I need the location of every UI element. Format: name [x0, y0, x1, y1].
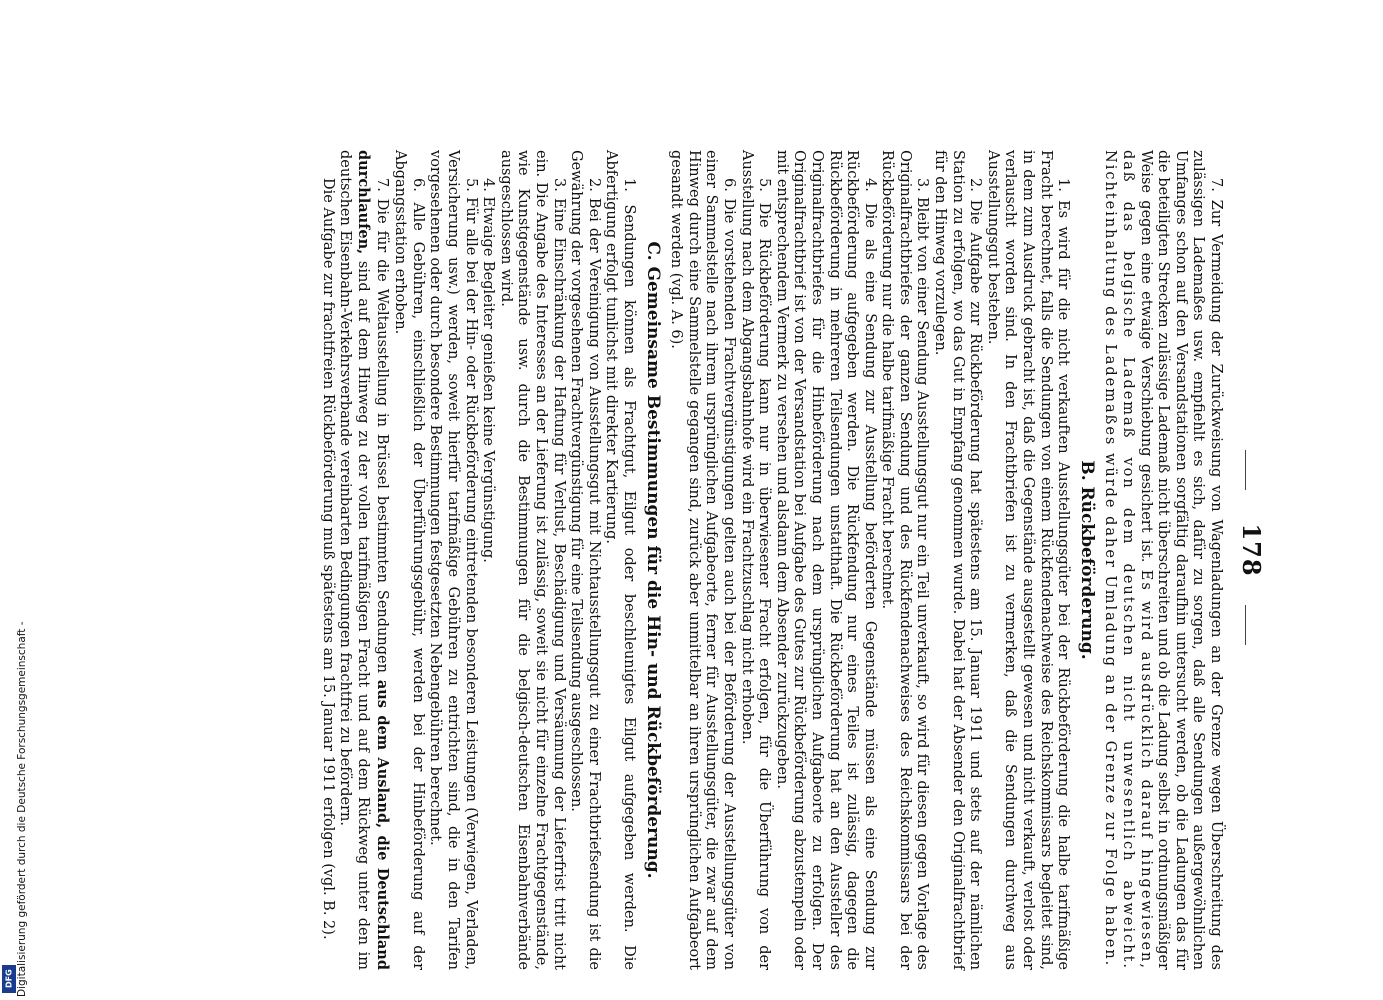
section-c-paragraph-7-start: 7. Die für die Weltausstellung in Brüssel bestimmten Sendungen — [373, 178, 390, 680]
section-a-paragraph-7-text: 7. Zur Vermeidung der Zurückweisung von Wagenladungen an der Grenze wegen Überschreitung des zulässigen Lademaßes usw. empfiehlt es sich, dafür zu sorgen, daß alle Sendungen außergewöhnlichen Umfanges schon auf den Versandstationen sorgfältig daraufhin untersucht werden, ob die Ladungen das für die beteiligten Strecken zulässige Lademaß nicht überschreiten und ob die Ladung selbst in ordnungsmäßiger Weise gegen eine etwaige Verschiebung gesichert ist. — [1137, 150, 1224, 970]
page-header — [1224, 150, 1266, 970]
section-b-paragraph-5: 5. Die Rückbeförderung kann nur in überwiesener Fracht erfolgen, für die Überführung von der Ausstellung nach dem Abgangsbahnhofe wird ein Frachtzuschlag nicht erhoben. — [738, 150, 773, 970]
section-c-paragraph-2: 2. Bei der Vereinigung von Ausstellungsgut mit Nichtausstellungsgut zu einer Frachtbriefsendung ist die Gewährung der vorgesehenen Frachtvergünstigung für eine Teilsendung ausgeschlossen. — [568, 150, 602, 970]
dfg-logo-icon: DFG — [2, 965, 16, 993]
section-c-paragraph-6: 6. Alle Gebühren, einschließlich der Überführungsgebühr, werden bei der Hinbeförderung auf der Abgangsstation erhoben. — [392, 150, 426, 970]
footer-text: Digitalisierung gefördert durch die Deutsche Forschungsgemeinschaft - — [16, 621, 28, 997]
page-number: 178 — [1237, 523, 1266, 577]
rotated-text-block — [150, 150, 1266, 970]
section-c-paragraph-5: 5. Für alle bei der Hin- oder Rückbeförderung eintretenden besonderen Leistungen (Verwiegen, Verladen, Versicherung usw.) werden, soweit hierfür tarifmäßige Gebühren zu entrichten sind, die in den Tarifen vorgesehenen oder durch besondere Bestimmungen festgesetzten Nebengebühren berechnet. — [427, 150, 479, 970]
section-c-paragraph-7 — [336, 150, 391, 970]
section-a-paragraph-7-spaced: Es wird ausdrücklich darauf hingewiesen, daß das belgische Lademaß von dem deutschen nicht unwesentlich abweicht. Nichteinhaltung des Lademaßes würde daher Umladung an der Grenze zur Folge haben. — [1102, 150, 1154, 970]
section-c-paragraph-3: 3. Eine Einschränkung der Haftung für Verlust, Beschädigung und Versäumung der Lieferfrist tritt nicht ein. Die Angabe des Interesses an der Lieferung ist zulässig, soweit sie nicht für einzelne Frachtgegenstände, wie Kunstgegenstände usw. durch die Bestimmungen für die belgisch-deutschen Eisenbahnverbände ausgeschlossen wird. — [497, 150, 567, 970]
section-c-paragraph-4: 4. Etwaige Begleiter genießen keine Vergünstigung. — [480, 178, 497, 563]
section-c-heading: C. Gemeinsame Bestimmungen für die Hin- und Rückbeförderung. — [642, 241, 663, 879]
section-b-heading: B. Rückbeförderung. — [1076, 460, 1097, 660]
header-rule-left — [1245, 450, 1246, 490]
footer — [4, 605, 28, 997]
section-c-paragraph-7-end: sind auf dem Hinweg zu der vollen tarifmäßigen Fracht und auf dem Rückweg unter den im deutschen Eisenbahn-Verkehrsverbande vereinbarten Bedingungen frachtfrei zu befördern. — [337, 150, 372, 970]
header-rule-right — [1245, 605, 1246, 645]
section-b-paragraph-1: 1. Es wird für die nicht verkauften Ausstellungsgüter bei der Rückbeförderung die halbe tarifmäßige Fracht berechnet, falls die Sendungen von einem Rückfendenachweise des Reichskommissars begleitet sind, in dem zum Ausdruck gebracht ist, daß die Gegenstände ausgestellt gewesen und nicht verkauft, verlost oder verlauscht worden sind. In den Frachtbriefen ist zu vermerken, daß die Sendungen durchweg aus Ausstellungsgut bestehen. — [984, 150, 1072, 970]
section-c-paragraph-8: Die Aufgabe zur frachtfreien Rückbeförderung muß spätestens am 15. Januar 1911 erfolgen (vgl. B. 2). — [319, 178, 336, 940]
section-b-paragraph-6: 6. Die vorstehenden Frachtvergünstigungen gelten auch bei der Beförderung der Ausstellungsgüter von einer Sammelstelle nach ihrem ursprünglichen Aufgabeorte, ferner für Ausstellungsgüter, die zwar auf dem Hinweg durch eine Sammelstelle gegangen sind, zurück aber unmittelbar an ihren ursprünglichen Aufgabeort gesandt werden (vgl. A. 6). — [668, 150, 737, 970]
section-c-paragraph-7-bold: aus dem Ausland, die Deutschland durchlaufen, — [355, 150, 391, 970]
section-a-paragraph-7 — [1101, 150, 1224, 970]
section-b-paragraph-2: 2. Die Aufgabe zur Rückbeförderung hat spätestens am 15. Januar 1911 und stets auf der nämlichen Station zu erfolgen, wo das Gut in Empfang genommen wurde. Dabei hat der Absender den Originalfrachtbrief für den Hinweg vorzulegen. — [932, 150, 984, 970]
section-c-paragraph-1: 1. Sendungen können als Frachtgut, Eilgut oder beschleunigtes Eilgut aufgegeben werden. Die Abfertigung erfolgt tunlichst mit direkter Kartierung. — [603, 150, 637, 970]
section-b-paragraph-4: 4. Die als eine Sendung zur Ausstellung beförderten Gegenstände müssen als eine Sendung zur Rückbeförderung aufgegeben werden. Die Rückfendung nur eines Teiles ist zulässig, dagegen die Rückbeförderung in mehreren Teilsendungen unstatthaft. Die Rückbeförderung hat an den Aussteller des Originalfrachtbriefes für die Hinbeförderung nach dem ursprünglichen Aufgabeorte zu erfolgen. Der Originalfrachtbrief ist von der Versandstation bei Aufgabe des Gutes zur Rückbeförderung abzustempeln oder mit entsprechendem Vermerk zu versehen und alsdann dem Absender zurückzugeben. — [773, 150, 878, 970]
section-b-paragraph-3: 3. Bleibt von einer Sendung Ausstellungsgut nur ein Teil unverkauft, so wird für diesen gegen Vorlage des Originalfrachtbriefes der ganzen Sendung und des Rückfendenachweises des Reichskommissars bei der Rückbeförderung nur die halbe tarifmäßige Fracht berechnet. — [879, 150, 931, 970]
